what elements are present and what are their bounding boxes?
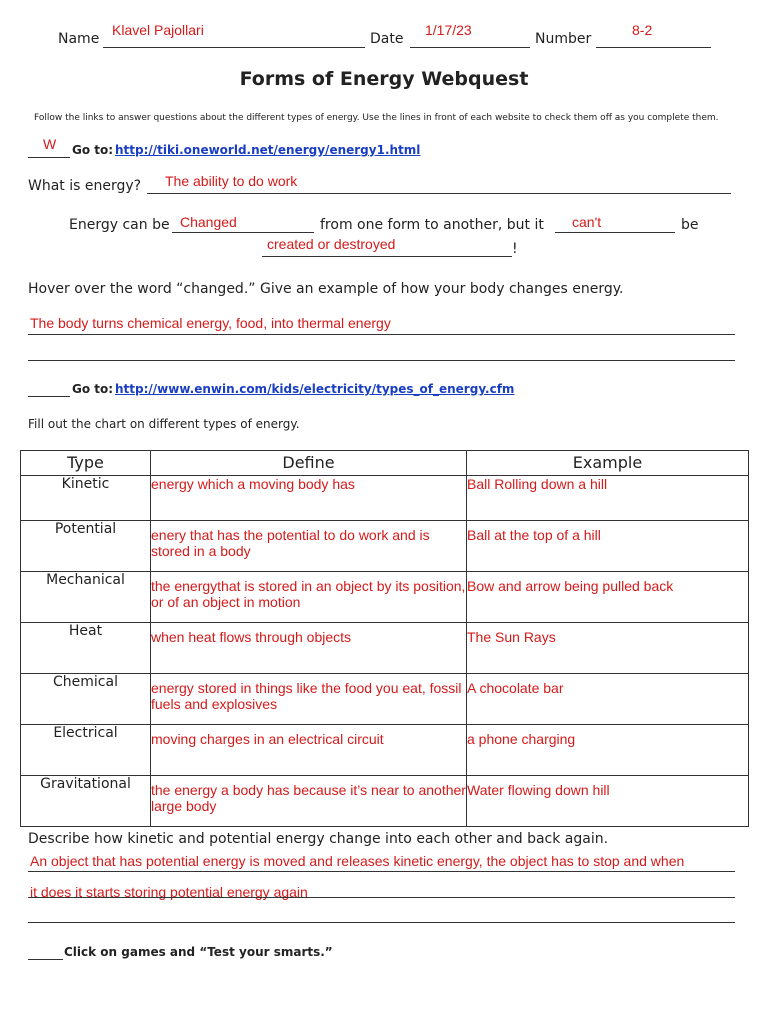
checkoff-line-3 [28, 959, 63, 960]
example-cell[interactable]: a phone charging [467, 725, 749, 776]
link-enwin-types-of-energy[interactable]: http://www.enwin.com/kids/electricity/types_of_energy.cfm [115, 382, 515, 396]
type-cell: Kinetic [21, 476, 151, 521]
describe-answer-line-1[interactable]: An object that has potential energy is moved and releases kinetic energy, the object has to stop and when [30, 853, 685, 869]
link-tiki-energy[interactable]: http://tiki.oneworld.net/energy/energy1.html [115, 143, 421, 157]
number-underline [596, 47, 711, 48]
energy-can-be-middle: from one form to another, but it [320, 217, 544, 233]
describe-line-3 [28, 922, 735, 923]
define-cell[interactable]: when heat flows through objects [151, 623, 467, 674]
table-row [21, 725, 749, 776]
example-cell[interactable]: Bow and arrow being pulled back [467, 572, 749, 623]
header-define: Define [151, 451, 467, 476]
page-title: Forms of Energy Webquest [239, 68, 529, 90]
hover-answer-line-1 [28, 334, 735, 335]
checkoff-mark-1[interactable]: W [43, 136, 57, 152]
energy-types-table [20, 450, 749, 827]
goto-label-1: Go to: [72, 143, 114, 157]
energy-can-be-answer-1[interactable]: Changed [180, 214, 237, 230]
example-cell[interactable]: A chocolate bar [467, 674, 749, 725]
name-value[interactable]: Klavel Pajollari [112, 22, 204, 38]
table-header-row [21, 451, 749, 476]
name-underline [103, 47, 365, 48]
table-row [21, 572, 749, 623]
type-cell: Gravitational [21, 776, 151, 827]
define-cell[interactable]: the energy a body has because it’s near to another large body [151, 776, 467, 827]
describe-line-2 [28, 897, 735, 898]
table-row [21, 521, 749, 572]
describe-line-1 [28, 871, 735, 872]
example-cell[interactable]: The Sun Rays [467, 623, 749, 674]
header-example: Example [467, 451, 749, 476]
what-is-energy-line [147, 193, 731, 194]
checkoff-line-1 [28, 157, 70, 158]
hover-question-label: Hover over the word “changed.” Give an example of how your body changes energy. [28, 281, 624, 297]
hover-question-answer[interactable]: The body turns chemical energy, food, into thermal energy [30, 315, 391, 331]
define-cell[interactable]: enery that has the potential to do work and is stored in a body [151, 521, 467, 572]
header-type: Type [21, 451, 151, 476]
date-value[interactable]: 1/17/23 [425, 22, 472, 38]
describe-question-label: Describe how kinetic and potential energy change into each other and back again. [28, 831, 609, 847]
energy-can-be-line-2 [555, 232, 675, 233]
checkoff-line-2 [28, 396, 70, 397]
define-cell[interactable]: moving charges in an electrical circuit [151, 725, 467, 776]
hover-answer-line-2 [28, 360, 735, 361]
define-cell[interactable]: energy stored in things like the food you eat, fossil fuels and explosives [151, 674, 467, 725]
instructions-text: Follow the links to answer questions about the different types of energy. Use the lines in front of each website to check them off as you complete them. [34, 113, 719, 123]
number-label: Number [535, 31, 592, 47]
energy-can-be-label: Energy can be [69, 217, 170, 233]
goto-label-2: Go to: [72, 382, 114, 396]
energy-can-be-answer-2[interactable]: can't [572, 214, 602, 230]
type-cell: Chemical [21, 674, 151, 725]
energy-can-be-be: be [681, 217, 699, 233]
what-is-energy-label: What is energy? [28, 178, 142, 194]
table-row [21, 623, 749, 674]
energy-can-be-line-3 [262, 256, 512, 257]
example-cell[interactable]: Water flowing down hill [467, 776, 749, 827]
describe-answer-line-2[interactable]: it does it starts storing potential energy again [30, 884, 308, 900]
define-cell[interactable]: the energythat is stored in an object by its position, or of an object in motion [151, 572, 467, 623]
example-cell[interactable]: Ball Rolling down a hill [467, 476, 749, 521]
what-is-energy-answer[interactable]: The ability to do work [165, 173, 298, 189]
define-cell[interactable]: energy which a moving body has [151, 476, 467, 521]
energy-can-be-line-1 [172, 232, 314, 233]
date-label: Date [370, 31, 404, 47]
table-row [21, 776, 749, 827]
final-instruction: Click on games and “Test your smarts.” [64, 945, 333, 959]
type-cell: Electrical [21, 725, 151, 776]
type-cell: Mechanical [21, 572, 151, 623]
type-cell: Potential [21, 521, 151, 572]
example-cell[interactable]: Ball at the top of a hill [467, 521, 749, 572]
number-value[interactable]: 8-2 [632, 22, 653, 38]
table-row [21, 674, 749, 725]
energy-can-be-answer-3[interactable]: created or destroyed [267, 236, 396, 252]
table-row [21, 476, 749, 521]
date-underline [410, 47, 530, 48]
chart-intro-text: Fill out the chart on different types of energy. [28, 417, 300, 431]
energy-can-be-end: ! [512, 241, 518, 257]
type-cell: Heat [21, 623, 151, 674]
name-label: Name [58, 31, 100, 47]
